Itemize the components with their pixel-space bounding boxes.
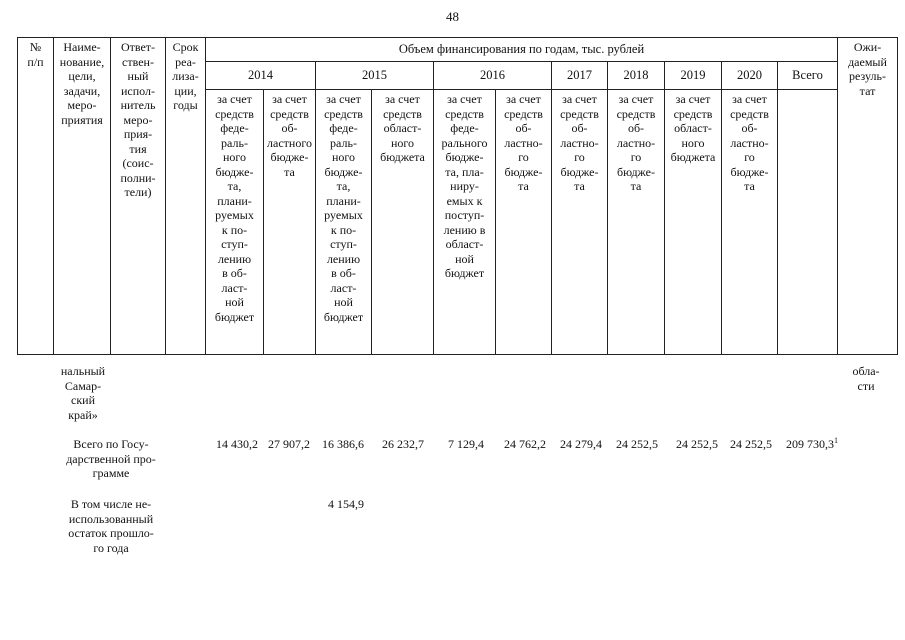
year-total: Всего — [778, 62, 838, 90]
total-all-years — [772, 437, 838, 452]
sub-2014-federal: за счет средств феде- раль- ного бюдже- та, плани- руемых к по- ступ- лению в об- ласт- ной бюджет — [206, 90, 264, 355]
total-2018: 24 252,5 — [616, 437, 658, 451]
sub-2020-regional: за счет средств об- ластно- го бюдже- та — [722, 90, 778, 355]
sub-2019-regional: за счет средств област- ного бюджета — [665, 90, 722, 355]
year-2015: 2015 — [316, 62, 434, 90]
total-footnote-mark: 1 — [834, 436, 838, 445]
year-2018: 2018 — [608, 62, 665, 90]
total-all-years-value: 209 730,3 — [786, 437, 834, 451]
unused-row-label: В том числе не- использованный остаток прошло- го года — [68, 497, 154, 555]
header-responsible: Ответ- ствен- ный испол- нитель меро- прия- тия (соис- полни- тели) — [111, 38, 166, 355]
page-number: 48 — [446, 9, 459, 24]
header-financing: Объем финансирования по годам, тыс. рублей — [206, 38, 838, 62]
continuation-result: обла- сти — [852, 364, 880, 393]
year-2019: 2019 — [665, 62, 722, 90]
year-2016: 2016 — [434, 62, 552, 90]
sub-2016-regional: за счет средств об- ластно- го бюдже- та — [496, 90, 552, 355]
total-2015-federal: 16 386,6 — [322, 437, 364, 451]
total-2017: 24 279,4 — [560, 437, 602, 451]
total-2014-regional: 27 907,2 — [268, 437, 310, 451]
header-term: Срок реа- лиза- ции, годы — [166, 38, 206, 355]
year-2020: 2020 — [722, 62, 778, 90]
header-result: Ожи- даемый резуль- тат — [838, 38, 898, 355]
sub-2014-regional: за счет средств об- ластного бюдже- та — [264, 90, 316, 355]
sub-2015-regional: за счет средств област- ного бюджета — [372, 90, 434, 355]
unused-2015-federal: 4 154,9 — [328, 497, 364, 511]
total-2016-federal: 7 129,4 — [448, 437, 484, 451]
total-2016-regional: 24 762,2 — [504, 437, 546, 451]
sub-2015-federal: за счет средств феде- раль- ного бюдже- та, плани- руемых к по- ступ- лению в об- ласт- ной бюджет — [316, 90, 372, 355]
sub-2017-regional: за счет средств об- ластно- го бюдже- та — [552, 90, 608, 355]
total-2020: 24 252,5 — [730, 437, 772, 451]
total-2019: 24 252,5 — [676, 437, 718, 451]
total-2015-regional: 26 232,7 — [382, 437, 424, 451]
header-number: № п/п — [18, 38, 54, 355]
header-name: Наиме- нование, цели, задачи, меро- приятия — [54, 38, 111, 355]
financing-table — [17, 37, 898, 355]
total-2014-federal: 14 430,2 — [216, 437, 258, 451]
sub-total — [778, 90, 838, 355]
sub-2016-federal: за счет средств феде- рального бюдже- та, пла- ниру- емых к поступ- лению в област- ной бюджет — [434, 90, 496, 355]
year-2014: 2014 — [206, 62, 316, 90]
year-2017: 2017 — [552, 62, 608, 90]
total-row-label: Всего по Госу- дарственной про- грамме — [66, 437, 156, 480]
continuation-name: нальный Самар- ский край» — [60, 364, 106, 422]
sub-2018-regional: за счет средств об- ластно- го бюдже- та — [608, 90, 665, 355]
